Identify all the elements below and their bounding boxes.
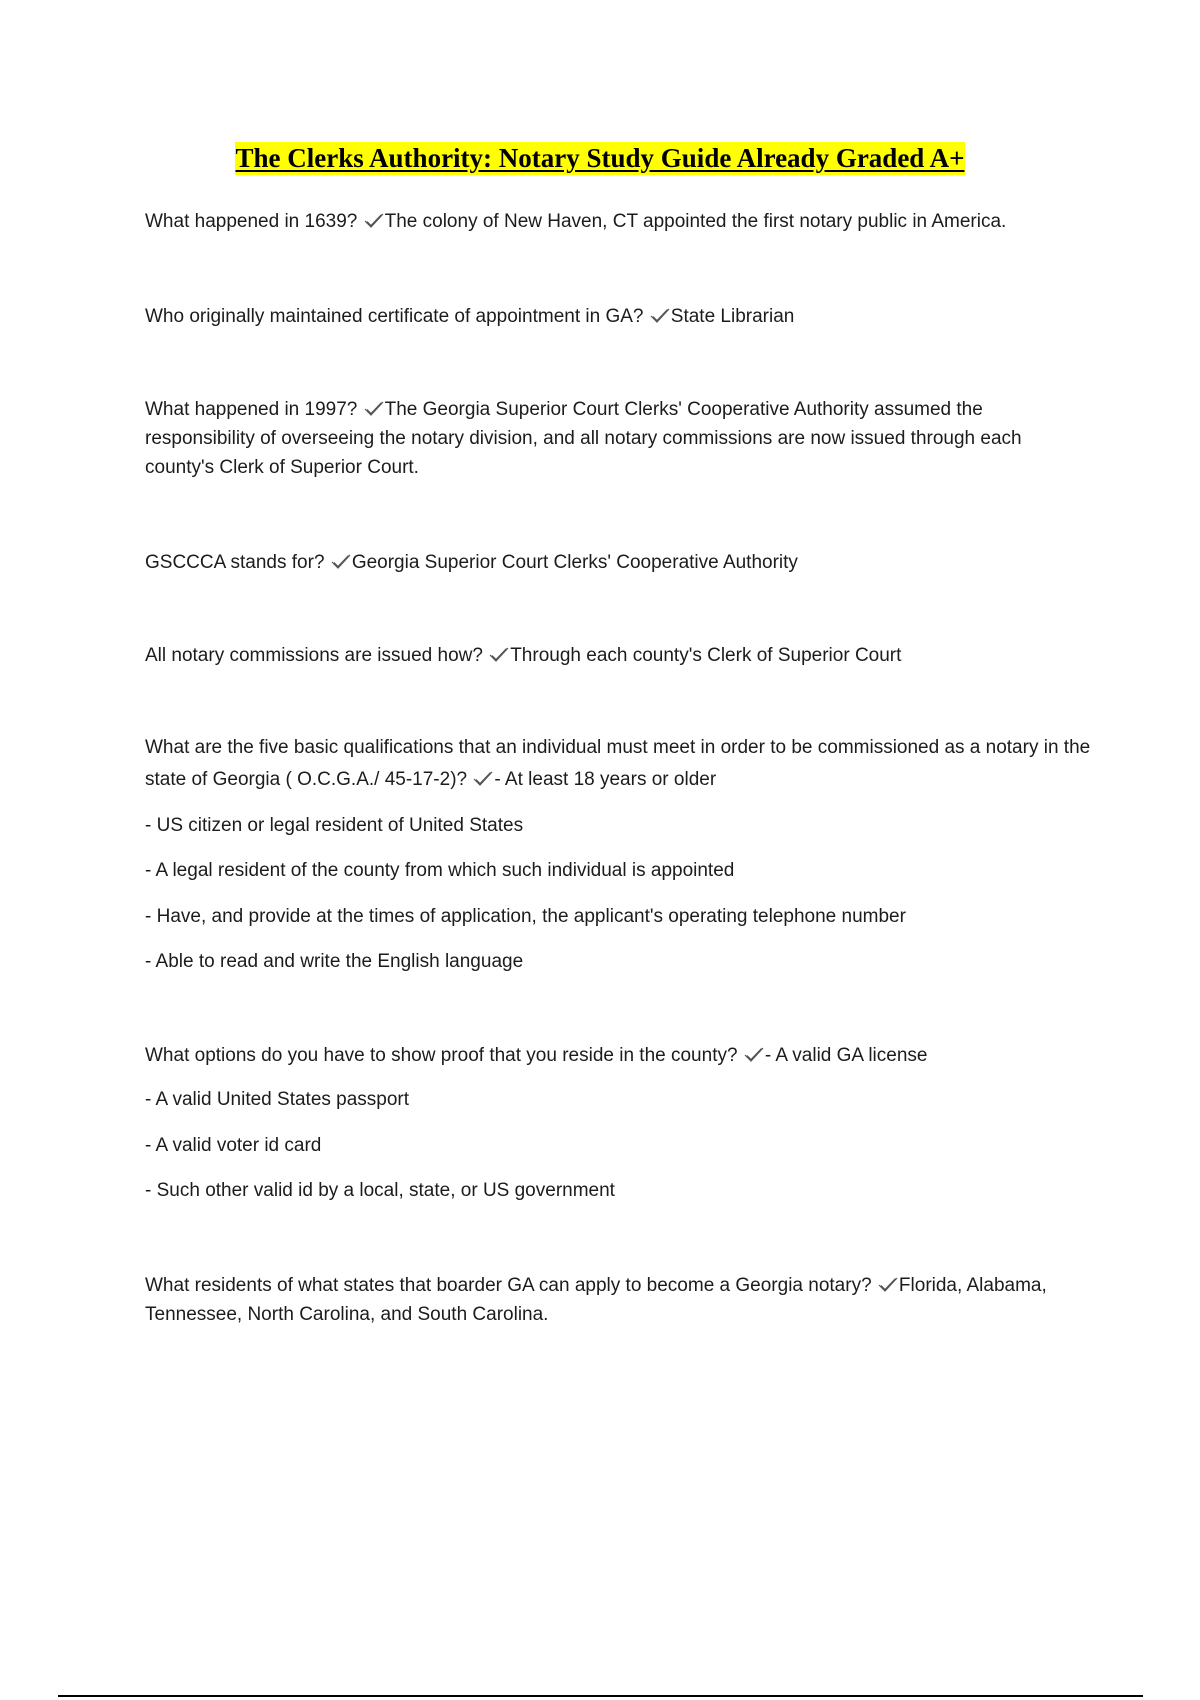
list-item: - Have, and provide at the times of application, the applicant's operating telephone number xyxy=(145,906,906,927)
checkmark-icon xyxy=(877,1276,899,1294)
list-item: - A valid voter id card xyxy=(145,1135,322,1156)
answer-text: Through each county's Clerk of Superior Court xyxy=(510,645,902,666)
question-text: What happened in 1997? xyxy=(145,399,358,420)
answer-text: Georgia Superior Court Clerks' Cooperative Authority xyxy=(351,552,798,573)
answer-text: - A valid GA license xyxy=(764,1045,928,1066)
list-item: - Such other valid id by a local, state, or US government xyxy=(145,1180,615,1201)
qa-item-3 xyxy=(145,395,1095,482)
question-text: GSCCCA stands for? xyxy=(145,552,325,573)
question-text: What residents of what states that boarder GA can apply to become a Georgia notary? xyxy=(145,1275,872,1296)
document-title: The Clerks Authority: Notary Study Guide Already Graded A+ xyxy=(235,143,965,173)
question-text: What happened in 1639? xyxy=(145,211,358,232)
checkmark-icon xyxy=(488,646,510,664)
qa-item-6 xyxy=(145,732,1095,796)
list-item: - A valid United States passport xyxy=(145,1089,410,1110)
checkmark-icon xyxy=(472,770,494,788)
question-text: Who originally maintained certificate of appointment in GA? xyxy=(145,306,644,327)
answer-text: State Librarian xyxy=(670,306,795,327)
footer-divider xyxy=(58,1695,1143,1697)
list-item: - US citizen or legal resident of United States xyxy=(145,815,524,836)
answer-text: The colony of New Haven, CT appointed the first notary public in America. xyxy=(384,211,1007,232)
checkmark-icon xyxy=(743,1046,765,1064)
qa-item-7 xyxy=(145,1041,1095,1070)
qa-item-8 xyxy=(145,1271,1095,1329)
checkmark-icon xyxy=(649,307,671,325)
checkmark-icon xyxy=(363,400,385,418)
qa-item-1 xyxy=(145,207,1095,236)
answer-text: The Georgia Superior Court Clerks' Cooperative Authority assumed the responsibility of overseeing the notary division, and all notary commissions are now issued through each county's Clerk of Superior Court. xyxy=(145,399,1022,478)
qa-item-4 xyxy=(145,548,1095,577)
question-text: What options do you have to show proof that you reside in the county? xyxy=(145,1045,738,1066)
checkmark-icon xyxy=(330,553,352,571)
list-item: - A legal resident of the county from which such individual is appointed xyxy=(145,860,735,881)
checkmark-icon xyxy=(363,212,385,230)
list-item: - Able to read and write the English language xyxy=(145,951,524,972)
question-text: All notary commissions are issued how? xyxy=(145,645,483,666)
title-container xyxy=(0,142,1200,175)
qa-item-5 xyxy=(145,641,1095,670)
answer-text: Florida, Alabama, Tennessee, North Carolina, and South Carolina. xyxy=(145,1275,1047,1325)
qa-item-2 xyxy=(145,302,1095,331)
question-text: What are the five basic qualifications that an individual must meet in order to be commissioned as a notary in the state of Georgia ( O.C.G.A./ 45-17-2)? xyxy=(145,737,1091,790)
answer-text: - At least 18 years or older xyxy=(494,769,717,790)
